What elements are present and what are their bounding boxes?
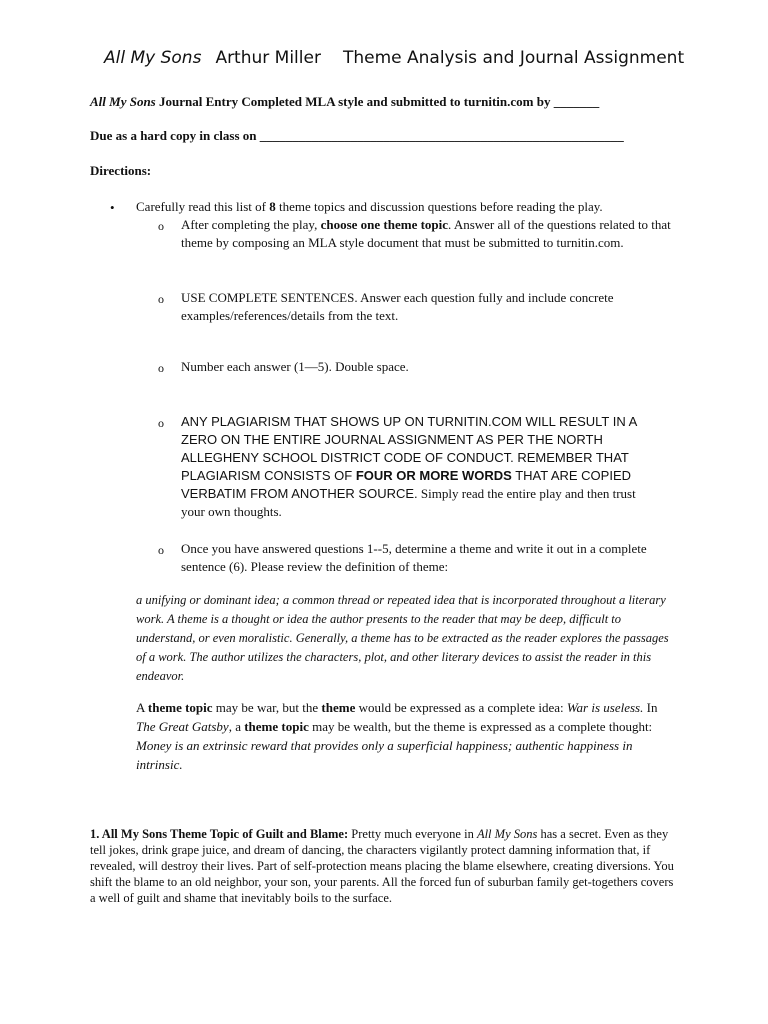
sub1-post: . Answer all of the questions related to that theme by composing an MLA style document that must be submitted to turnitin.com. — [181, 217, 671, 250]
example-h: The Great Gatsby — [136, 719, 229, 734]
sub-marker-5: o — [158, 543, 164, 557]
directions-heading: Directions: — [90, 163, 152, 178]
due-date-line: Due as a hard copy in class on ________________________________________________________ — [90, 128, 624, 143]
sub-item-plagiarism — [181, 413, 651, 521]
topic1-play: All My Sons — [476, 827, 538, 841]
bullet-instruction — [136, 199, 603, 215]
example-i: , a — [228, 719, 245, 734]
example-l: Money is an extrinsic reward that provides only a superficial happiness; authentic happiness in intrinsic. — [136, 738, 633, 772]
example-e: would be expressed as a complete idea: — [355, 700, 567, 715]
example-a: A — [136, 700, 148, 715]
submission-play: All My Sons — [90, 94, 156, 109]
bullet-marker: • — [110, 200, 115, 215]
sub-marker-2: o — [158, 292, 164, 306]
sub-marker-4: o — [158, 416, 164, 430]
sub-item-determine-theme: Once you have answered questions 1--5, determine a theme and write it out in a complete sentence (6). Please review the definition of theme: — [181, 541, 647, 574]
bullet-post: theme topics and discussion questions before reading the play. — [275, 199, 603, 214]
bullet-number: 8 — [269, 199, 276, 214]
example-b: theme topic — [147, 700, 213, 715]
plagiarism-bold: FOUR OR MORE WORDS — [355, 468, 512, 483]
example-k: may be wealth, but the theme is expressed as a complete thought: — [308, 719, 653, 734]
sub-item-number-answers: Number each answer (1—5). Double space. — [181, 359, 409, 374]
example-g: In — [643, 700, 658, 715]
title-author: Arthur Miller — [215, 48, 321, 68]
example-c: may be war, but the — [212, 700, 322, 715]
bullet-pre: Carefully read this list of — [136, 199, 270, 214]
sub-marker-3: o — [158, 361, 164, 375]
document-title — [104, 48, 684, 68]
example-d: theme — [321, 700, 356, 715]
theme-topic-1 — [90, 826, 680, 906]
submission-text: Journal Entry Completed MLA style and submitted to turnitin.com by _______ — [155, 94, 600, 109]
plagiarism-plain: Simply read the entire play and then trust your own thoughts. — [181, 486, 636, 519]
plagiarism-caps-b: THAT ARE COPIED VERBATIM FROM ANOTHER SOURCE. — [181, 468, 632, 501]
topic1-a: Pretty much everyone in — [348, 827, 477, 841]
theme-example — [136, 698, 676, 774]
example-f: War is useless. — [566, 700, 644, 715]
sub-item-complete-sentences: USE COMPLETE SENTENCES. Answer each question fully and include concrete examples/references/details from the text. — [181, 290, 614, 323]
title-assignment: Theme Analysis and Journal Assignment — [342, 48, 685, 68]
topic1-body: has a secret. Even as they tell jokes, drink grape juice, and dream of dancing, the characters vigilantly protect damning information that, if revealed, will destroy their lives. Part of self-protection means placing the blame elsewhere, creating diversions. You shift the blame to an old neighbor, your son, your parents. All the forced fun of suburban family get-togethers covers a well of guilt and shame that inevitably boils to the surface. — [90, 827, 674, 905]
theme-definition: a unifying or dominant idea; a common thread or repeated idea that is incorporated throughout a literary work. A theme is a thought or idea the author presents to the reader that may be deep, difficult to understand, or even moralistic. Generally, a theme has to be extracted as the reader explores the passages of a work. The author utilizes the characters, plot, and other literary devices to assist the reader in this endeavor. — [136, 593, 669, 683]
title-play: All My Sons — [104, 48, 202, 68]
sub-item-choose-topic — [181, 216, 681, 252]
example-j: theme topic — [244, 719, 309, 734]
sub1-bold: choose one theme topic — [320, 217, 449, 232]
topic1-heading: 1. All My Sons Theme Topic of Guilt and Blame: — [90, 827, 349, 841]
plagiarism-caps-a: ANY PLAGIARISM THAT SHOWS UP ON TURNITIN.COM WILL RESULT IN A ZERO ON THE ENTIRE JOURNAL ASSIGNMENT AS PER THE NORTH ALLEGHENY SCHOOL DISTRICT CODE OF CONDUCT. REMEMBER THAT PLAGIARISM CONSISTS OF — [181, 414, 637, 483]
sub-marker-1: o — [158, 219, 164, 233]
submission-line — [90, 94, 599, 110]
sub1-pre: After completing the play, — [181, 217, 321, 232]
